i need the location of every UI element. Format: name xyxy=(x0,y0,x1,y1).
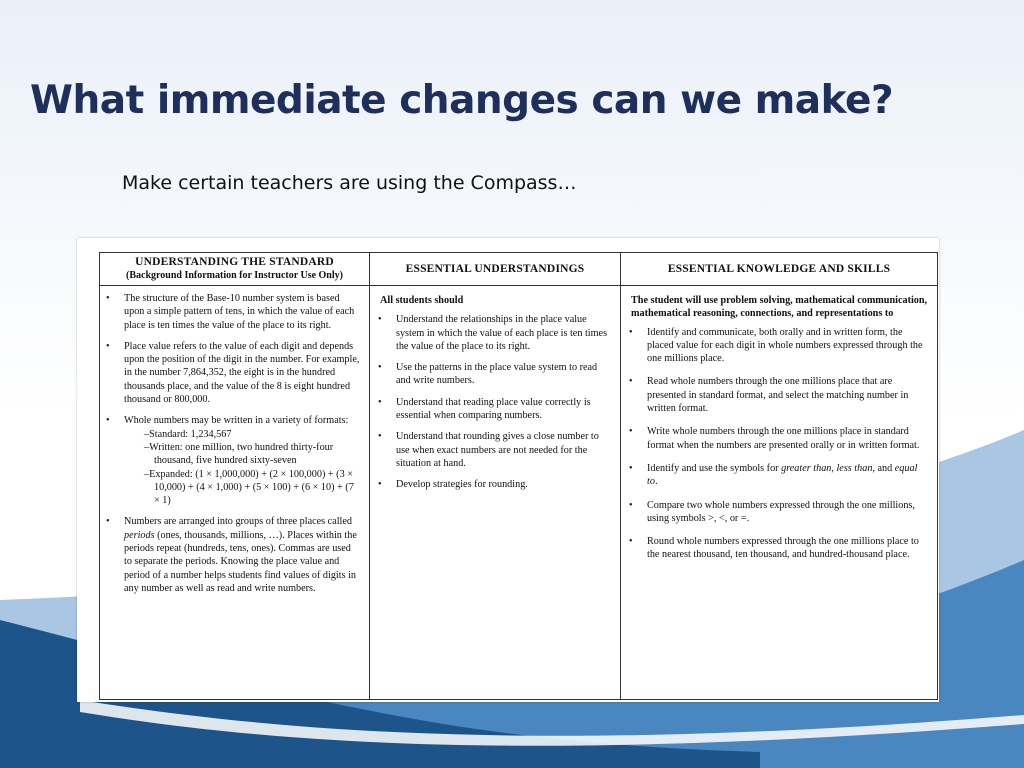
text-run: (ones, thousands, millions, …). Places within the periods repeat (hundreds, tens, ones). Commas are used to separate the periods. Knowing the place value and period of a number helps students find values of digits in any number as well as read and write numbers. xyxy=(124,529,357,594)
cell-essential-understandings xyxy=(370,286,621,700)
format-written: –Written: one million, two hundred thirty-four thousand, five hundred sixty-seven xyxy=(144,441,334,467)
cell-lead: The student will use problem solving, mathematical communication, mathematical reasoning, connections, and representations to xyxy=(631,295,928,320)
text-emphasis: equal to xyxy=(647,462,918,488)
standards-table xyxy=(99,252,938,700)
list-item: • The structure of the Base-10 number system is based upon a simple pattern of tens, in which the value of each place is ten times the value of the place to its right. xyxy=(104,292,361,332)
table-header-row xyxy=(100,253,938,286)
list-item: • Read whole numbers through the one millions place that are presented in standard format, and select the matching number in written format. xyxy=(627,375,929,415)
format-standard: –Standard: 1,234,567 xyxy=(144,428,232,440)
list-item: • Understand that rounding gives a close number to use when exact numbers are not needed for the situation at hand. xyxy=(376,430,612,470)
list-item: • Understand that reading place value correctly is essential when comparing numbers. xyxy=(376,396,612,423)
cell-lead: All students should xyxy=(380,295,464,306)
bullet-list xyxy=(376,313,612,491)
list-item: • Place value refers to the value of each digit and depends upon the position of the digit in the number. For example, in the number 7,864,352, the eight is in the hundred thousands place, and the value of the 8 is eight hundred thousand or 800,000. xyxy=(104,340,361,406)
header-col1-title: UNDERSTANDING THE STANDARD xyxy=(135,256,334,268)
cell-essential-knowledge-skills xyxy=(621,286,938,700)
slide-title: What immediate changes can we make? xyxy=(30,78,894,123)
list-item xyxy=(104,414,361,507)
format-expanded: –Expanded: (1 × 1,000,000) + (2 × 100,000) + (3 × 10,000) + (4 × 1,000) + (5 × 100) + (6 × 10) + (7 × 1) xyxy=(144,468,354,507)
cell-understanding-standard xyxy=(100,286,370,700)
list-item: • Understand the relationships in the place value system in which the value of each place is ten times the value of the place to its right. xyxy=(376,313,612,353)
table-body-row xyxy=(100,286,938,700)
list-item: • Develop strategies for rounding. xyxy=(376,478,612,491)
text-emphasis: periods xyxy=(124,529,155,541)
header-understanding-standard xyxy=(100,253,370,286)
header-essential-knowledge-skills: ESSENTIAL KNOWLEDGE AND SKILLS xyxy=(621,253,938,286)
list-item: • Identify and communicate, both orally and in written form, the placed value for each digit in whole numbers expressed through the one millions place. xyxy=(627,326,929,366)
list-item xyxy=(627,462,929,489)
text-run: . xyxy=(654,476,658,488)
standards-document-image xyxy=(77,238,939,702)
text-run: Identify and use the symbols for xyxy=(647,462,782,474)
list-item: • Use the patterns in the place value system to read and write numbers. xyxy=(376,361,612,388)
list-item xyxy=(104,515,361,595)
list-item: • Compare two whole numbers expressed through the one millions, using symbols >, <, or =. xyxy=(627,499,929,526)
bullet-list xyxy=(627,326,929,562)
header-col1-subtitle: (Background Information for Instructor Use Only) xyxy=(126,270,343,281)
text-run: Numbers are arranged into groups of three places called xyxy=(124,516,352,528)
text-emphasis: greater than, less than, xyxy=(781,462,875,474)
list-item-text: Whole numbers may be written in a variety of formats: xyxy=(124,415,349,427)
list-item: • Round whole numbers expressed through the one millions place to the nearest thousand, ten thousand, and hundred-thousand place. xyxy=(627,535,929,562)
slide-subtitle: Make certain teachers are using the Compass… xyxy=(122,172,577,194)
bullet-list xyxy=(104,292,361,595)
list-item: • Write whole numbers through the one millions place in standard format when the numbers are presented orally or in written format. xyxy=(627,425,929,452)
format-sublist xyxy=(124,428,361,508)
header-essential-understandings: ESSENTIAL UNDERSTANDINGS xyxy=(370,253,621,286)
text-run: and xyxy=(874,462,895,474)
